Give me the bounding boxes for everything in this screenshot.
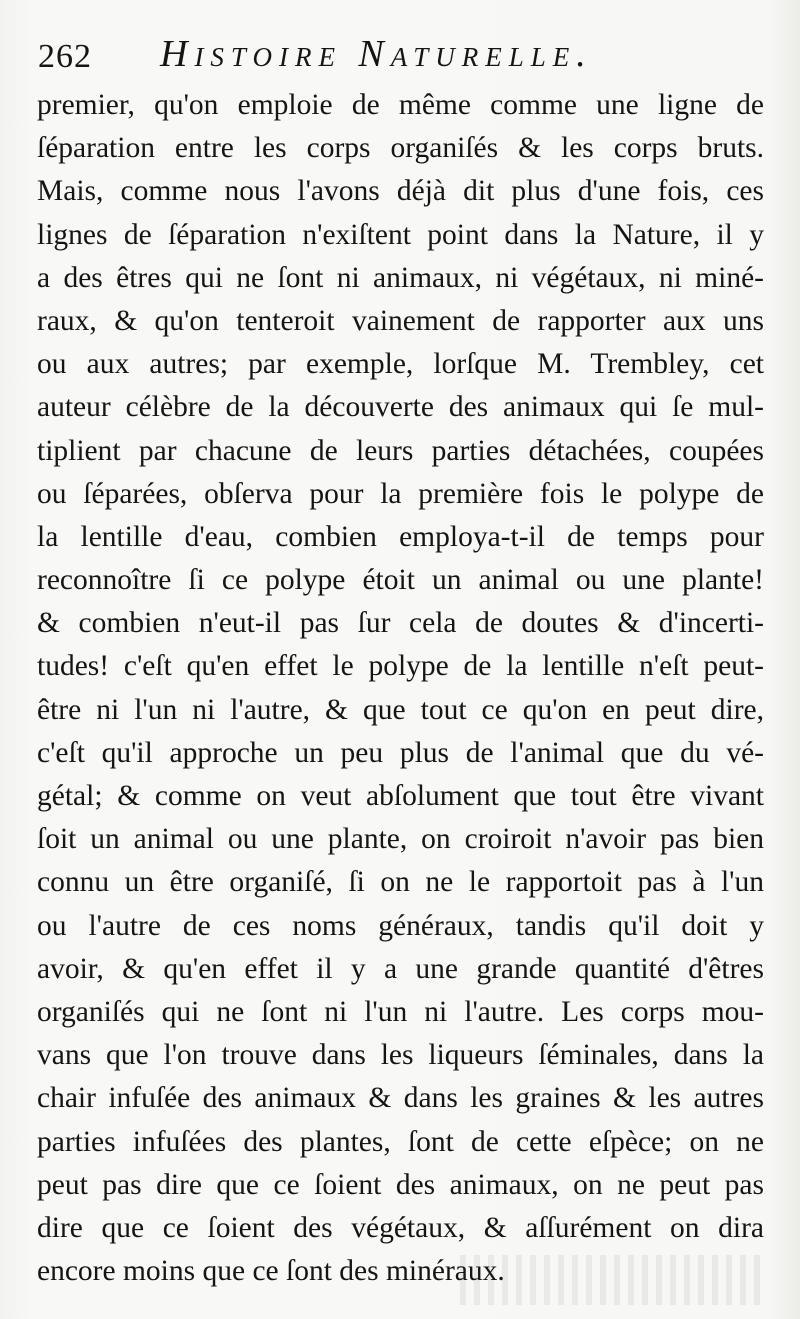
text-line: tiplient par chacune de leurs parties détachées, coupées bbox=[37, 434, 764, 467]
page-header bbox=[38, 30, 778, 90]
text-line: Mais, comme nous l'avons déjà dit plus d'une fois, ces bbox=[37, 175, 764, 208]
text-line: tudes! c'eſt qu'en effet le polype de la lentille n'eſt peut- bbox=[37, 650, 764, 683]
page-number: 262 bbox=[38, 38, 92, 75]
text-line: vans que l'on trouve dans les liqueurs ſéminales, dans la bbox=[37, 1039, 764, 1072]
body-text bbox=[37, 84, 764, 1293]
text-line: peut pas dire que ce ſoient des animaux, on ne peut pas bbox=[37, 1168, 764, 1201]
text-line: auteur célèbre de la découverte des animaux qui ſe mul- bbox=[37, 391, 764, 424]
text-line: être ni l'un ni l'autre, & que tout ce qu'on en peut dire, bbox=[37, 693, 764, 726]
text-line: encore moins que ce ſont des minéraux. bbox=[37, 1255, 505, 1288]
text-line: lignes de ſéparation n'exiſtent point dans la Nature, il y bbox=[37, 218, 764, 251]
text-line: gétal; & comme on veut abſolument que tout être vivant bbox=[37, 780, 764, 812]
text-line: parties infuſées des plantes, ſont de cette eſpèce; on ne bbox=[37, 1125, 764, 1158]
text-line: ou ſéparées, obſerva pour la première fois le polype de bbox=[37, 477, 764, 510]
text-line: chair infuſée des animaux & dans les graines & les autres bbox=[37, 1082, 764, 1115]
text-line: connu un être organiſé, ſi on ne le rapportoit pas à l'un bbox=[37, 866, 764, 899]
text-line: dire que ce ſoient des végétaux, & aſſurément on dira bbox=[37, 1211, 764, 1244]
show-through-texture bbox=[460, 1255, 760, 1305]
text-line: raux, & qu'on tenteroit vainement de rapporter aux uns bbox=[37, 304, 764, 337]
text-line: & combien n'eut-il pas ſur cela de doutes & d'incerti- bbox=[37, 607, 764, 640]
text-line: la lentille d'eau, combien employa-t-il de temps pour bbox=[37, 520, 764, 553]
text-line: ſéparation entre les corps organiſés & les corps bruts. bbox=[37, 132, 764, 165]
text-line: ou l'autre de ces noms généraux, tandis qu'il doit y bbox=[37, 909, 764, 942]
text-line: organiſés qui ne ſont ni l'un ni l'autre. Les corps mou- bbox=[37, 995, 764, 1028]
text-line: premier, qu'on emploie de même comme une ligne de bbox=[37, 89, 764, 121]
running-title: Histoire Naturelle. bbox=[160, 33, 593, 75]
text-line: c'eſt qu'il approche un peu plus de l'animal que du vé- bbox=[37, 736, 764, 769]
text-line: a des êtres qui ne ſont ni animaux, ni végétaux, ni miné- bbox=[37, 261, 764, 294]
text-line: ſoit un animal ou une plante, on croiroit n'avoir pas bien bbox=[37, 823, 764, 856]
text-line: reconnoître ſi ce polype étoit un animal ou une plante! bbox=[37, 564, 764, 597]
text-line: avoir, & qu'en effet il y a une grande quantité d'êtres bbox=[37, 952, 764, 985]
text-line: ou aux autres; par exemple, lorſque M. Trembley, cet bbox=[37, 348, 764, 381]
